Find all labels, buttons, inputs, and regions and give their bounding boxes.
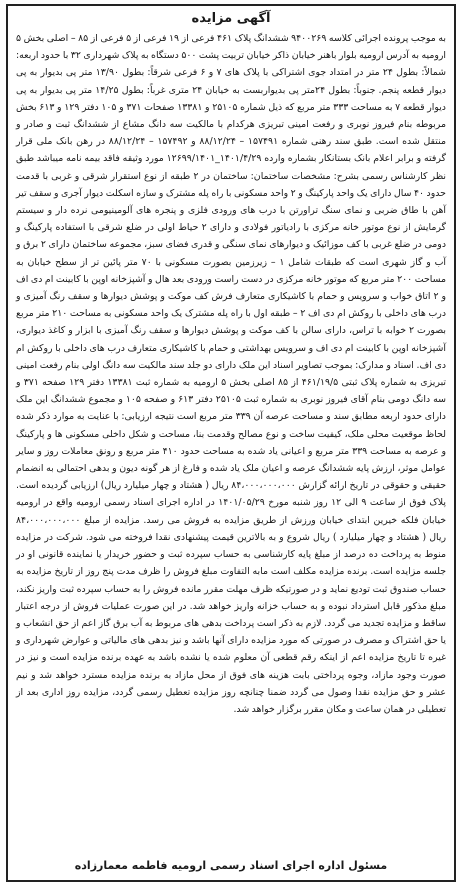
auction-notice xyxy=(6,4,456,882)
notice-title: آگهی مزایده xyxy=(191,11,271,26)
notice-body: به موجب پرونده اجرائی کلاسه ۹۴۰۰۲۶۹ ششدانگ پلاک ۴۶۱ فرعی از ۱۹ فرعی از ۵ فرعی از ۸۵ – اصلی بخش ۵ ارومیه به آدرس ارومیه بلوار باهنر خیابان ذاکر خیابان تربیت پشت ۵۰۰ دستگاه به پلاک شهرداری ۳۲ با حدود اربعه: شمالاً: بطول ۲۴ متر در امتداد جوی اشتراکی با پلاک های ۷ و ۶ فرعی شرقاً: بطول ۱۳/۹۰ متر پی بدیوار به پی دیوار قطعه پنجم. جنوباً: بطول ۲۴متر پی بدیواربست به خیابان ۲۴ متری غرباً: بطول ۱۴/۲۵ متر پی بدیوار به پی دیوار قطعه ۷ به مساحت ۳۳۳ متر مربع که ذیل شماره ۲۵۱۰۵ و ۱۳۳۸۱ صفحات ۳۷۱ و ۱۰۵ دفتر ۱۲۹ و ۶۱۳ بخش مربوطه بنام فیروز نوبری و رفعت امینی تبریزی هرکدام با مالکیت سه دانگ مشاع از ششدانگ ثبت و صادر و منتقل شده است. طبق سند رهنی شماره ۱۵۷۴۹۱ – ۸۸/۱۲/۲۴ و ۱۵۷۴۹۲ – ۸۸/۱۲/۲۴ در رهن بانک ملی قرار گرفته و برابر اعلام بانک بستانکار بشماره وارده ۱۴۰۱/۴/۲۹_۱۲۶۹۹/۱۴۰۱ مورد وثیقه فاقد بیمه نامه میباشد طبق نظر کارشناس رسمی بشرح: مشخصات ساختمان: ساختمان در ۲ طبقه از نوع استقرار شرقی و غربی با قدمت حدود ۴۰ سال دارای یک واحد پارکینگ و ۲ واحد مسکونی با راه پله مشترک و سازه اسکلت دیوار آجری و سقف تیر آهن با طاق ضربی و نمای سنگ تراورتن با درب های ورودی فلزی و پنجره های آلومینیومی نرده دار و سیستم گرمایش از نوع موتور خانه مرکزی با رادیاتور فولادی و دارای ۲ حیاط اولی در ضلع شرقی با استفاده پارکینگ و دومی در ضلع غربی با کف موزائیک و دیوارهای نمای سنگی و قدری فضای سبز، مجموعه ساختمان دارای ۲ برق و آب و گاز شهری است که طبقات شامل ۱ – زیرزمین بصورت مسکونی با ۷۰ متر پائین تر از سطح خیابان به مساحت ۲۰۰ متر مربع که موتور خانه مرکزی در دست راست ورودی بعد هال و آشپزخانه اوپن با کابینت ام دی اف و ۲ اتاق خواب و سرویس و حمام با کاشیکاری متعارف فرش کف موکت و پوشش دیوارها و سقف رنگ آمیزی و درب های داخلی با روکش ام دی اف ۲ – طبقه اول با راه پله مشترک یک واحد مسکونی به مساحت ۲۱۰ متر مربع بصورت ۲ خوابه با تراس، دارای سالن با کف موکت و پوشش دیوارها و سقف رنگ آمیزی با ابزار و کاغذ دیواری، آشپزخانه اوپن با کابینت ام دی اف و سرویس بهداشتی و حمام با کاشیکاری متعارف درب های داخلی با روکش ام دی اف. اسناد و مدارک: بموجب تصاویر اسناد این ملک دارای دو جلد سند مالکیت سه دانگ اولی بنام رفعت امینی تبریزی به شماره پلاک ثبتی ۴۶۱/۱۹/۵ از ۸۵ اصلی بخش ۵ ارومیه به شماره ثبت ۱۳۳۸۱ دفتر ۱۲۹ صفحه ۳۷۱ و سه دانگ دومی بنام آقای فیروز نوبری به شماره ثبت ۲۵۱۰۵ دفتر ۶۱۳ و صفحه ۱۰۵ و مجموع ششدانگ این ملک دارای حدود اربعه مطابق سند و مساحت عرصه آن ۳۳۹ متر مربع است نتیجه ارزیابی: با عنایت به موارد ذکر شده لحاظ موقعیت محلی ملک، کیفیت ساخت و نوع مصالح وقدمت بنا، مساحت و شکل داخلی مسکونی ها و پارکینگ و عرصه به مساحت ۳۳۹ متر مربع و اعیانی یاد شده به مساحت حدود ۴۱۰ متر مربع و رونق معاملات روز و سایر عوامل موثر، ارزش پایه ششدانگ عرصه و اعیان ملک یاد شده و فارغ از هر گونه دیون و بدهی احتمالی به انضمام حقیقی و حقوقی در تاریخ ارائه گزارش ۸۴،۰۰۰،۰۰۰،۰۰۰ ریال ( هشتاد و چهار میلیارد ریال) ارزیابی گردیده است. پلاک فوق از ساعت ۹ الی ۱۲ روز شنبه مورخ ۱۴۰۱/۰۵/۲۹ در اداره اجرای اسناد رسمی ارومیه واقع در ارومیه خیابان فلکه خیرین ابتدای خیابان ورزش از طریق مزایده به فروش می رسد. مزایده از مبلغ ۸۴،۰۰۰،۰۰۰،۰۰۰ ریال ( هشتاد و چهار میلیارد ) ریال شروع و به بالاترین قیمت پیشنهادی نقدا فروخته می شود. شرکت در مزایده منوط به پرداخت ده درصد از مبلغ پایه کارشناسی به حساب سپرده ثبت و حضور خریدار یا نماینده قانونی او در جلسه مزایده است. برنده مزایده مکلف است مابه التفاوت مبلغ فروش را ظرف مدت پنج روز از تاریخ مزایده به حساب صندوق ثبت تودیع نماید و در صورتیکه ظرف مهلت مقرر مانده فروش را به حساب سپرده ثبت واریز نکند، مبلغ مذکور قابل استرداد نبوده و به حساب خزانه واریز خواهد شد. در این صورت عملیات فروش از درجه اعتبار ساقط و مزایده تجدید می گردد. لازم به ذکر است پرداخت بدهی های مربوط به آب برق گاز اعم از حق انشعاب و یا حق اشتراک و مصرف در صورتی که مورد مزایده دارای آنها باشد و نیز بدهی های مالیاتی و عوارض شهرداری و غیره تا تاریخ مزایده اعم از اینکه رقم قطعی آن معلوم شده یا نشده باشد به عهده برنده مزایده است و نیز در صورت وجود مازاد، وجوه پرداختی بابت هزینه های فوق از محل مازاد به برنده مزایده مسترد خواهد شد و نیم عشر و حق مزایده نقدا وصول می گردد ضمنا چنانچه روز مزایده تعطیل رسمی گردد، مزایده روز اداری بعد از تعطیلی در همان ساعت و مکان مقرر برگزار خواهد شد. xyxy=(16,33,447,715)
notice-signature: مسئول اداره اجرای اسناد رسمی ارومیه فاطمه معمارزاده xyxy=(74,859,388,872)
